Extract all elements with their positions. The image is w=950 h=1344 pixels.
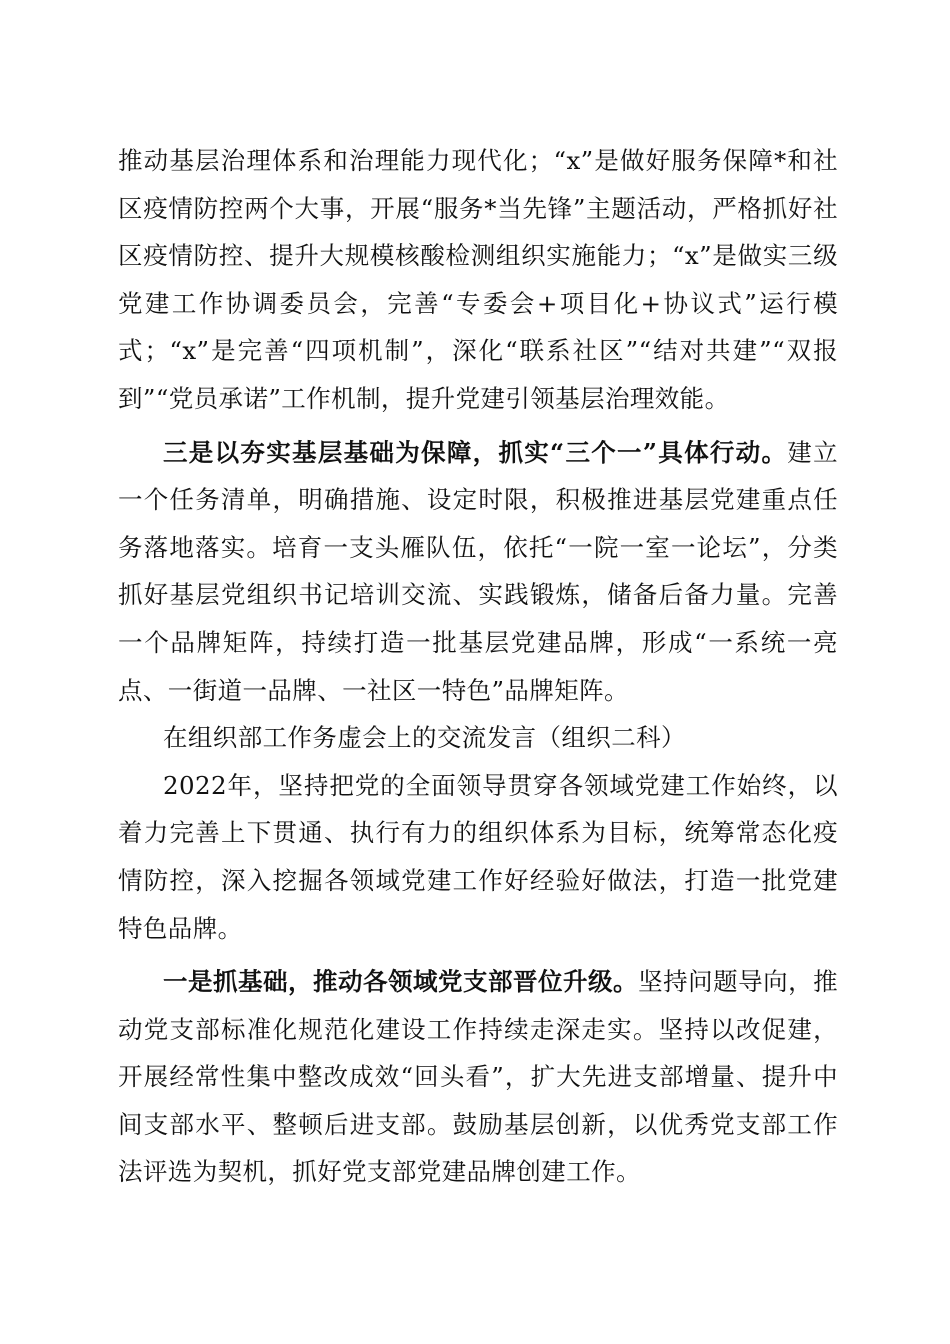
paragraph-lead: 一是抓基础，推动各领域党支部晋位升级。	[163, 967, 639, 997]
paragraph-body: 坚持问题导向，推动党支部标准化规范化建设工作持续走深走实。坚持以改促建，开展经常性集中整改成效“回头看”，扩大先进支部增量、提升中间支部水平、整顿后进支部。鼓励基层创新，以优秀党支部工作法评选为契机，抓好党支部党建品牌创建工作。	[118, 967, 838, 1187]
document-page	[118, 137, 838, 1196]
section-title: 在组织部工作务虚会上的交流发言（组织二科）	[163, 723, 686, 753]
paragraph-point-three	[118, 429, 838, 715]
paragraph-body: 推动基层治理体系和治理能力现代化；“x”是做好服务保障*和社区疫情防控两个大事，开展“服务*当先锋”主题活动，严格抓好社区疫情防控、提升大规模核酸检测组织实施能力；“x”是做实三级党建工作协调委员会，完善“专委会+项目化+协议式”运行模式；“x”是完善“四项机制”，深化“联系社区”“结对共建”“双报到”“党员承诺”工作机制，提升党建引领基层治理效能。	[118, 146, 838, 413]
paragraph-continuation	[118, 137, 838, 423]
paragraph-body: 2022年，坚持把党的全面领导贯穿各领域党建工作始终，以着力完善上下贯通、执行有力的组织体系为目标，统筹常态化疫情防控，深入挖掘各领域党建工作好经验好做法，打造一批党建特色品牌。	[118, 770, 838, 943]
paragraph-lead: 三是以夯实基层基础为保障，抓实“三个一”具体行动。	[163, 437, 788, 467]
paragraph-point-one	[118, 958, 838, 1196]
paragraph-intro	[118, 762, 838, 952]
paragraph-body: 建立一个任务清单，明确措施、设定时限，积极推进基层党建重点任务落地落实。培育一支头雁队伍，依托“一院一室一论坛”，分类抓好基层党组织书记培训交流、实践锻炼，储备后备力量。完善一个品牌矩阵，持续打造一批基层党建品牌，形成“一系统一亮点、一街道一品牌、一社区一特色”品牌矩阵。	[118, 437, 838, 705]
